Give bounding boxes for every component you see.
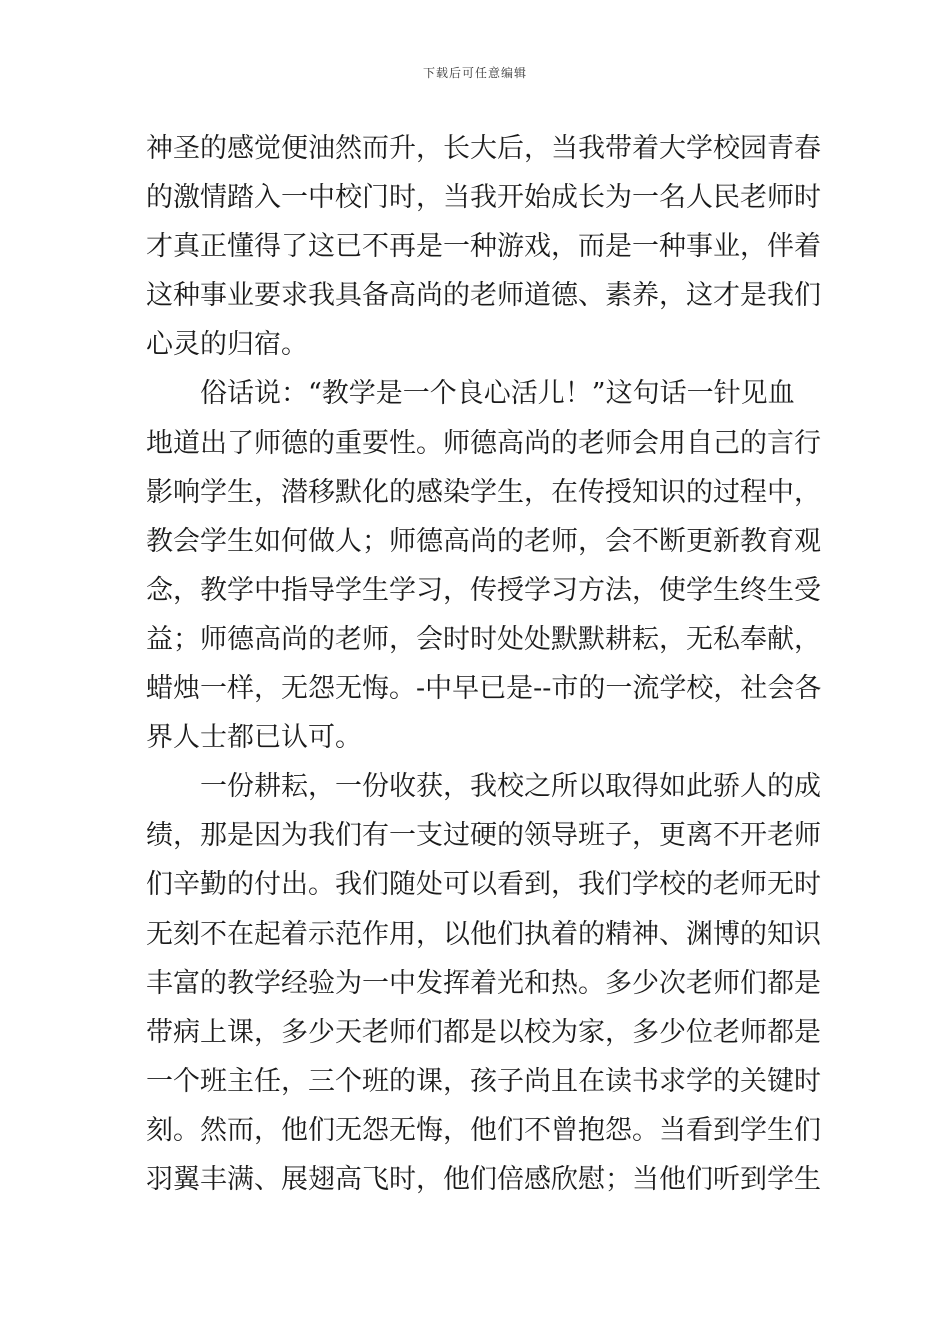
text-line: 地道出了师德的重要性。师德高尚的老师会用自己的言行 xyxy=(146,427,821,459)
text-line: 无刻不在起着示范作用，以他们执着的精神、渊博的知识 xyxy=(146,918,821,950)
text-line: 念，教学中指导学生学习，传授学习方法，使学生终生受 xyxy=(146,574,821,606)
text-line: 一份耕耘，一份收获，我校之所以取得如此骄人的成 xyxy=(146,771,821,803)
text-line: 羽翼丰满、展翅高飞时，他们倍感欣慰；当他们听到学生 xyxy=(146,1163,821,1195)
text-line: 俗话说：“教学是一个良心活儿！”这句话一针见血 xyxy=(146,378,795,410)
text-line: 带病上课，多少天老师们都是以校为家，多少位老师都是 xyxy=(146,1016,821,1048)
text-line: 益；师德高尚的老师，会时时处处默默耕耘，无私奉献， xyxy=(146,623,821,655)
text-line: 影响学生，潜移默化的感染学生，在传授知识的过程中， xyxy=(146,476,821,508)
text-line: 丰富的教学经验为一中发挥着光和热。多少次老师们都是 xyxy=(146,967,821,999)
text-line: 神圣的感觉便油然而升，长大后，当我带着大学校园青春 xyxy=(146,133,821,164)
page-header: 下载后可任意编辑 xyxy=(422,66,527,80)
text-line: 绩，那是因为我们有一支过硬的领导班子，更离不开老师 xyxy=(146,820,821,852)
text-line: 一个班主任，三个班的课，孩子尚且在读书求学的关键时 xyxy=(146,1065,821,1097)
text-line: 这种事业要求我具备高尚的老师道德、素养，这才是我们 xyxy=(146,280,821,312)
body-text xyxy=(146,124,822,1204)
text-line: 们辛勤的付出。我们随处可以看到，我们学校的老师无时 xyxy=(146,869,821,901)
text-line: 蜡烛一样，无怨无悔。-中早已是--市的一流学校，社会各 xyxy=(146,673,822,705)
text-line: 教会学生如何做人；师德高尚的老师，会不断更新教育观 xyxy=(146,525,821,557)
text-line: 界人士都已认可。 xyxy=(146,722,362,754)
text-line: 的激情踏入一中校门时，当我开始成长为一名人民老师时 xyxy=(146,182,821,214)
text-line: 才真正懂得了这已不再是一种游戏，而是一种事业，伴着 xyxy=(146,231,821,263)
text-line: 心灵的归宿。 xyxy=(146,329,308,361)
text-line: 刻。然而，他们无怨无悔，他们不曾抱怨。当看到学生们 xyxy=(146,1114,821,1146)
